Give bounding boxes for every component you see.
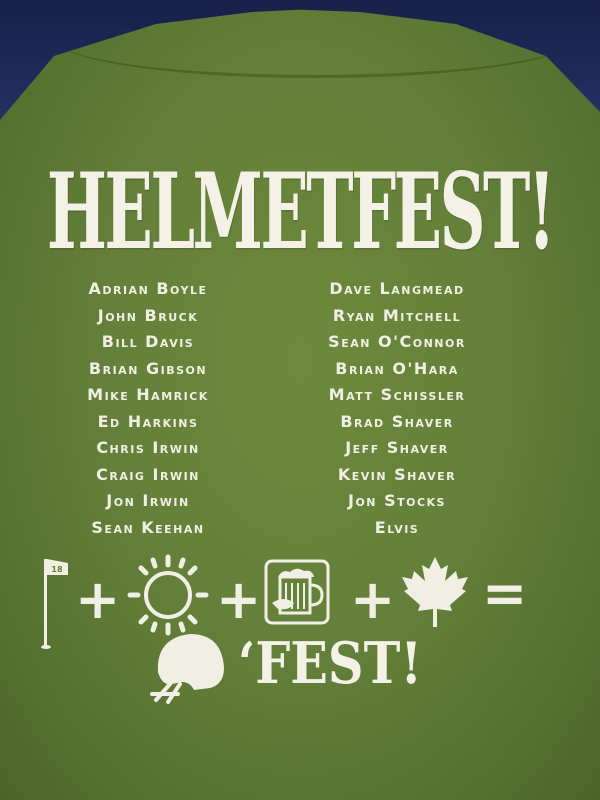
name-item: Jon Stocks: [348, 491, 446, 510]
plus-sign: +: [350, 568, 396, 631]
name-item: Dave Langmead: [329, 279, 465, 298]
name-item: Jeff Shaver: [345, 438, 449, 457]
golf-flag-icon: [38, 553, 72, 651]
name-item: Sean O'Connor: [328, 332, 466, 351]
plus-sign: +: [75, 568, 121, 631]
sun-icon: [126, 553, 210, 637]
name-item: Sean Keehan: [91, 517, 205, 537]
name-item: Kevin Shaver: [337, 464, 457, 484]
plus-sign: +: [216, 568, 262, 631]
name-item: Brian Gibson: [88, 358, 208, 378]
name-item: Jon Irwin: [106, 491, 190, 510]
helmetfest-title: HELMETFEST!: [46, 151, 554, 274]
name-item: John Bruck: [97, 305, 199, 325]
name-item: Matt Schissler: [328, 385, 466, 404]
equals-sign: =: [482, 562, 528, 625]
name-item: Brian O'Hara: [335, 358, 459, 378]
beer-mug-icon: [264, 559, 330, 625]
name-item: Ed Harkins: [97, 411, 199, 431]
names-left-column: [48, 276, 248, 541]
football-helmet-icon: [150, 628, 230, 708]
name-item: Chris Irwin: [96, 438, 200, 457]
maple-leaf-icon: [400, 555, 470, 629]
name-item: Bill Davis: [101, 332, 195, 351]
name-item: Craig Irwin: [96, 464, 200, 484]
flag-number: 18: [51, 565, 63, 574]
name-item: Adrian Boyle: [88, 279, 208, 298]
name-item: Mike Hamrick: [87, 385, 209, 404]
name-item: Ryan Mitchell: [332, 305, 462, 325]
name-item: Elvis: [374, 517, 420, 537]
fest-result-text: ‘FEST!: [238, 630, 423, 698]
names-right-column: [282, 276, 512, 541]
name-item: Brad Shaver: [340, 411, 454, 431]
